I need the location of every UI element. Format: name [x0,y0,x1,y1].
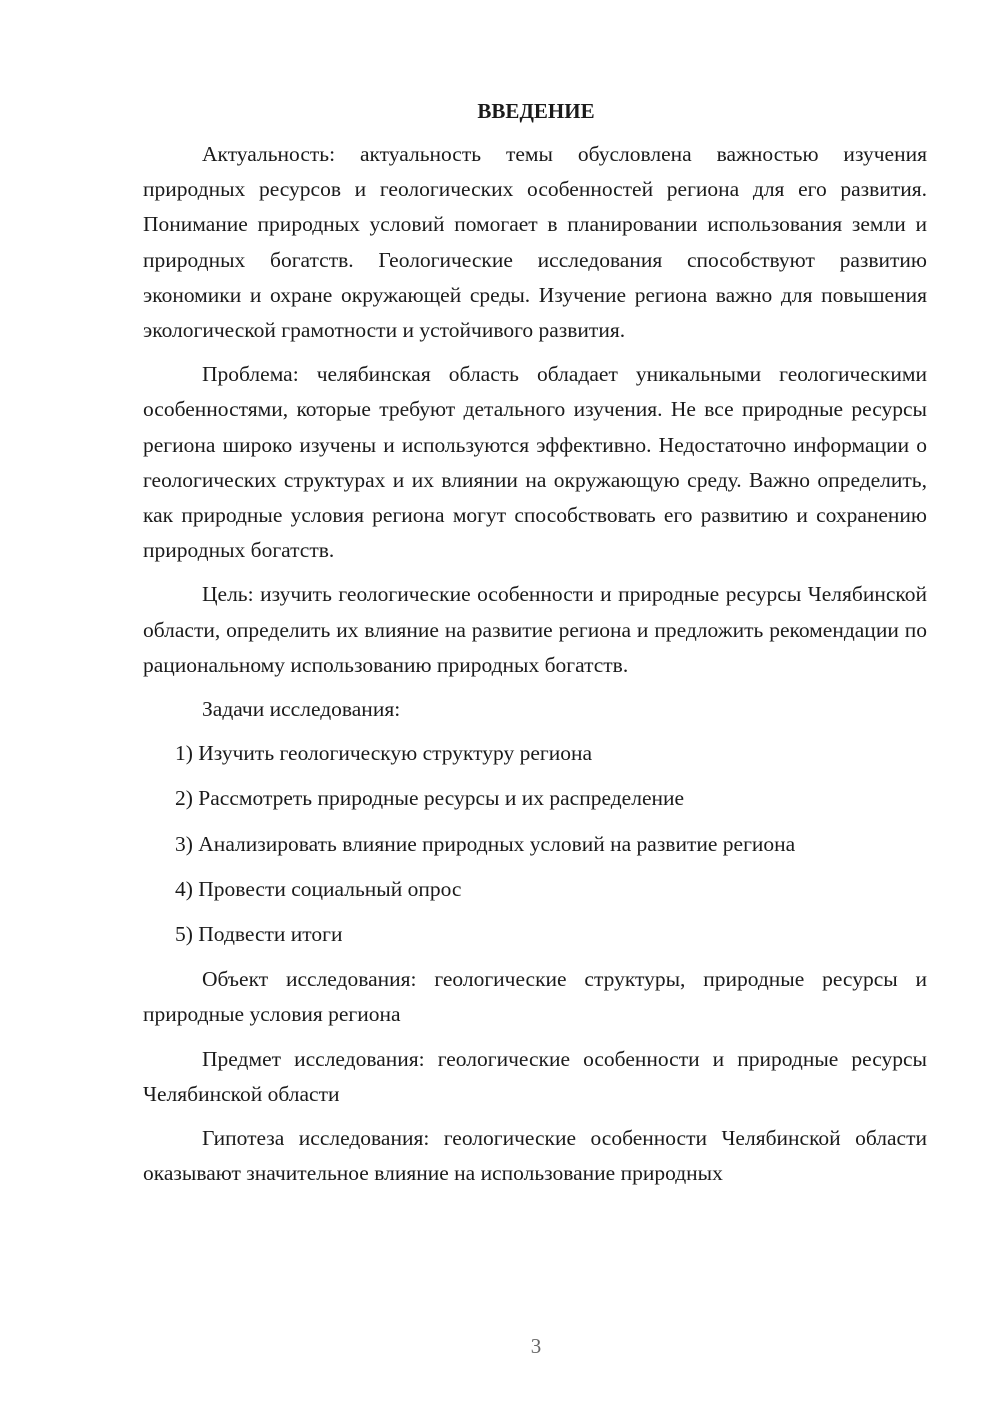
task-item: 4) Провести социальный опрос [175,876,462,901]
object-paragraph: Объект исследования: геологические структуры, природные ресурсы и природные условия региона [143,967,927,1027]
goal-paragraph: Цель: изучить геологические особенности и природные ресурсы Челябинской области, определить их влияние на развитие региона и предложить рекомендации по рациональному использованию природных богатств. [143,582,927,677]
page-title: ВВЕДЕНИЕ [477,99,595,123]
relevance-paragraph: Актуальность: актуальность темы обусловлена важностью изучения природных ресурсов и геологических особенностей региона для его развития. Понимание природных условий помогает в планировании использования земли и природных богатств. Геологические исследования способствуют развитию экономики и охране окружающей среды. Изучение региона важно для повышения экологической грамотности и устойчивого развития. [143,142,927,343]
problem-paragraph: Проблема: челябинская область обладает уникальными геологическими особенностями, которые требуют детального изучения. Не все природные ресурсы региона широко изучены и используются эффективно. Недостаточно информации о геологических структурах и их влиянии на окружающую среду. Важно определить, как природные условия региона могут способствовать его развитию и сохранению природных богатств. [143,362,927,563]
task-item: 5) Подвести итоги [175,922,343,947]
page-content [143,96,927,1200]
hypothesis-paragraph: Гипотеза исследования: геологические особенности Челябинской области оказывают значительное влияние на использование природных [143,1126,927,1186]
task-item: 2) Рассмотреть природные ресурсы и их распределение [175,786,685,811]
subject-paragraph: Предмет исследования: геологические особенности и природные ресурсы Челябинской области [143,1046,927,1106]
task-item: 3) Анализировать влияние природных условий на развитие региона [175,831,796,856]
task-item: 1) Изучить геологическую структуру региона [175,741,593,766]
tasks-heading: Задачи исследования: [202,697,401,722]
page-number: 3 [530,1334,542,1358]
